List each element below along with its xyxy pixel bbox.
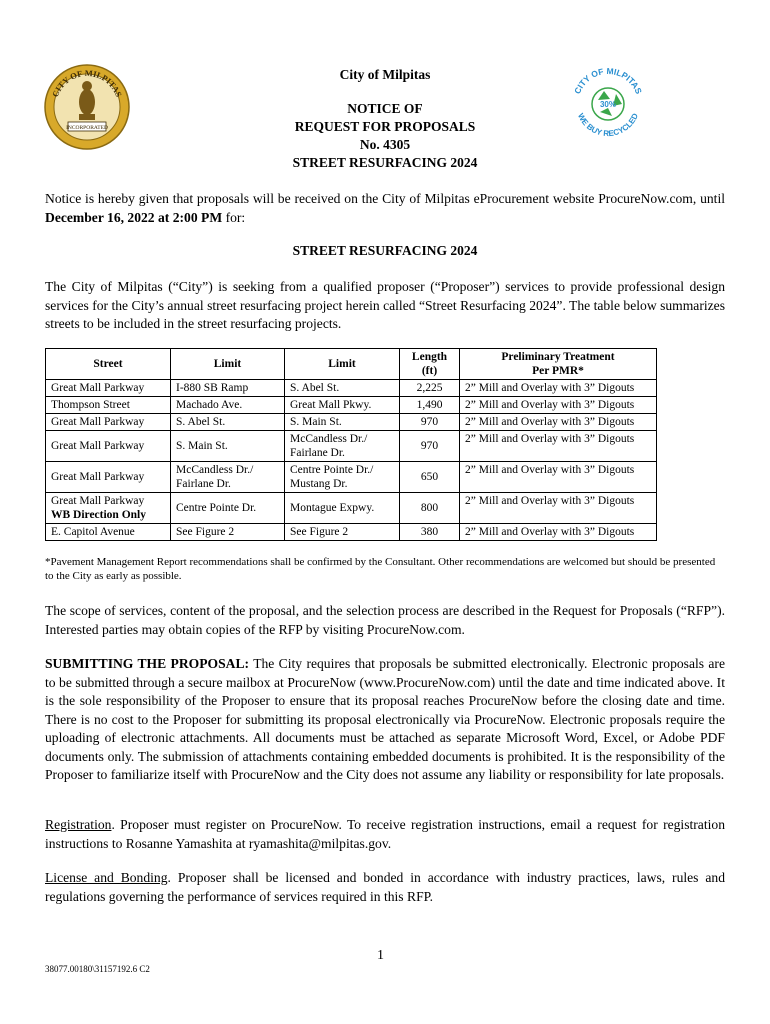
- cell-limit-to: Centre Pointe Dr./ Mustang Dr.: [285, 462, 400, 493]
- city-seal-icon: [44, 64, 130, 150]
- license-heading: License and Bonding: [45, 870, 168, 885]
- notice-header: [200, 66, 570, 172]
- header-limit-to: Limit: [285, 349, 400, 380]
- intro-text-end: for:: [222, 209, 246, 225]
- seal-ring-text: CITY OF MILPITAS: [49, 67, 125, 99]
- table-footnote: *Pavement Management Report recommendations shall be confirmed by the Consultant. Other recommendations are welcomed but should be presented to the City as early as possible.: [45, 556, 716, 582]
- table-row: [46, 431, 657, 462]
- license-paragraph: [45, 869, 725, 906]
- cell-limit-from: I-880 SB Ramp: [171, 380, 285, 397]
- header-limit-from: Limit: [171, 349, 285, 380]
- cell-limit-to: Montague Expwy.: [285, 493, 400, 524]
- description-paragraph: The City of Milpitas (“City”) is seeking from a qualified proposer (“Proposer”) services to provide professional design services for the City’s annual street resurfacing project herein called “Street Resurfacing 2024”. The table below summarizes streets to be included in the street resurfacing projects.: [45, 279, 725, 331]
- cell-length: 800: [400, 493, 460, 524]
- registration-heading: Registration: [45, 817, 112, 832]
- page-number: 1: [377, 948, 384, 963]
- intro-text: Notice is hereby given that proposals will be received on the City of Milpitas eProcurement website ProcureNow.com, until: [45, 191, 725, 206]
- cell-length: 2,225: [400, 380, 460, 397]
- table-header-row: [46, 349, 657, 380]
- we-buy-recycled-logo: [570, 66, 646, 142]
- cell-treatment: 2” Mill and Overlay with 3” Digouts: [460, 380, 657, 397]
- cell-street: Great Mall Parkway WB Direction Only: [46, 493, 171, 524]
- cell-length: 1,490: [400, 397, 460, 414]
- request-line: REQUEST FOR PROPOSALS: [294, 119, 476, 134]
- table-row: [46, 414, 657, 431]
- table-row: [46, 524, 657, 541]
- cell-limit-to: McCandless Dr./ Fairlane Dr.: [285, 431, 400, 462]
- city-name: City of Milpitas: [339, 67, 431, 82]
- cell-limit-from: S. Abel St.: [171, 414, 285, 431]
- header-length: Length (ft): [400, 349, 460, 380]
- scope-paragraph: The scope of services, content of the proposal, and the selection process are described in the Request for Proposals (“RFP”). Interested parties may obtain copies of the RFP by visiting ProcureNow.com.: [45, 603, 725, 637]
- cell-treatment: 2” Mill and Overlay with 3” Digouts: [460, 524, 657, 541]
- notice-line: NOTICE OF: [347, 101, 423, 116]
- logo-top-text: CITY OF MILPITAS: [572, 66, 644, 96]
- cell-treatment: 2” Mill and Overlay with 3” Digouts: [460, 414, 657, 431]
- cell-street: Great Mall Parkway: [46, 431, 171, 462]
- cell-treatment: 2” Mill and Overlay with 3” Digouts: [460, 431, 657, 462]
- cell-limit-to: Great Mall Pkwy.: [285, 397, 400, 414]
- logo-percent: 30%: [599, 100, 617, 109]
- submitting-text: The City requires that proposals be submitted electronically. Electronic proposals are to be submitted through a secure mailbox at ProcureNow (www.ProcureNow.com) until the date and time indicated above. It is the sole responsibility of the Proposer to ensure that its proposal reaches ProcureNow before the closing date and time. There is no cost to the Proposer for submitting its proposal electronically via ProcureNow. Electronic proposals require the uploading of electronic attachments. All documents must be attached as separate Microsoft Word, Excel, or Adobe PDF documents only. The submission of attachments containing embedded documents is prohibited. It is the responsibility of the Proposer to familiarize itself with ProcureNow and the City does not assume any liability or responsibility for late proposals.: [45, 656, 725, 782]
- registration-text: . Proposer must register on ProcureNow. To receive registration instructions, email a request for registration instructions to Rosanne Yamashita at ryamashita@milpitas.gov.: [45, 817, 725, 851]
- header-treatment: Preliminary Treatment Per PMR*: [460, 349, 657, 380]
- deadline: December 16, 2022 at 2:00 PM: [45, 209, 223, 225]
- cell-limit-from: S. Main St.: [171, 431, 285, 462]
- license-text: . Proposer shall be licensed and bonded in accordance with industry practices, laws, rules and regulations governing the performance of services required in this RFP.: [45, 870, 725, 904]
- cell-street: Great Mall Parkway: [46, 462, 171, 493]
- cell-treatment: 2” Mill and Overlay with 3” Digouts: [460, 462, 657, 493]
- cell-limit-from: Machado Ave.: [171, 397, 285, 414]
- cell-limit-from: McCandless Dr./ Fairlane Dr.: [171, 462, 285, 493]
- table-row: [46, 397, 657, 414]
- cell-street: Thompson Street: [46, 397, 171, 414]
- rfp-number: No. 4305: [359, 137, 411, 152]
- project-title: STREET RESURFACING 2024: [292, 155, 478, 170]
- table-row: [46, 380, 657, 397]
- table-row: [46, 493, 657, 524]
- cell-street: Great Mall Parkway: [46, 414, 171, 431]
- cell-limit-to: S. Main St.: [285, 414, 400, 431]
- cell-treatment: 2” Mill and Overlay with 3” Digouts: [460, 397, 657, 414]
- header-street: Street: [46, 349, 171, 380]
- logo-bottom-text: WE BUY RECYCLED: [575, 111, 641, 139]
- subtitle: STREET RESURFACING 2024: [292, 243, 478, 258]
- document-id: 38077.00180\31157192.6 C2: [45, 964, 150, 974]
- cell-length: 970: [400, 414, 460, 431]
- cell-street: E. Capitol Avenue: [46, 524, 171, 541]
- submitting-heading: SUBMITTING THE PROPOSAL:: [45, 656, 250, 671]
- cell-limit-to: See Figure 2: [285, 524, 400, 541]
- cell-length: 380: [400, 524, 460, 541]
- submitting-paragraph: [45, 655, 725, 785]
- cell-limit-to: S. Abel St.: [285, 380, 400, 397]
- cell-length: 650: [400, 462, 460, 493]
- cell-treatment: 2” Mill and Overlay with 3” Digouts: [460, 493, 657, 524]
- cell-street: Great Mall Parkway: [46, 380, 171, 397]
- cell-length: 970: [400, 431, 460, 462]
- cell-limit-from: See Figure 2: [171, 524, 285, 541]
- intro-paragraph: [45, 190, 725, 227]
- cell-limit-from: Centre Pointe Dr.: [171, 493, 285, 524]
- streets-table: [45, 348, 657, 541]
- table-row: [46, 462, 657, 493]
- seal-banner-text: INCORPORATED: [66, 125, 108, 131]
- registration-paragraph: [45, 816, 725, 853]
